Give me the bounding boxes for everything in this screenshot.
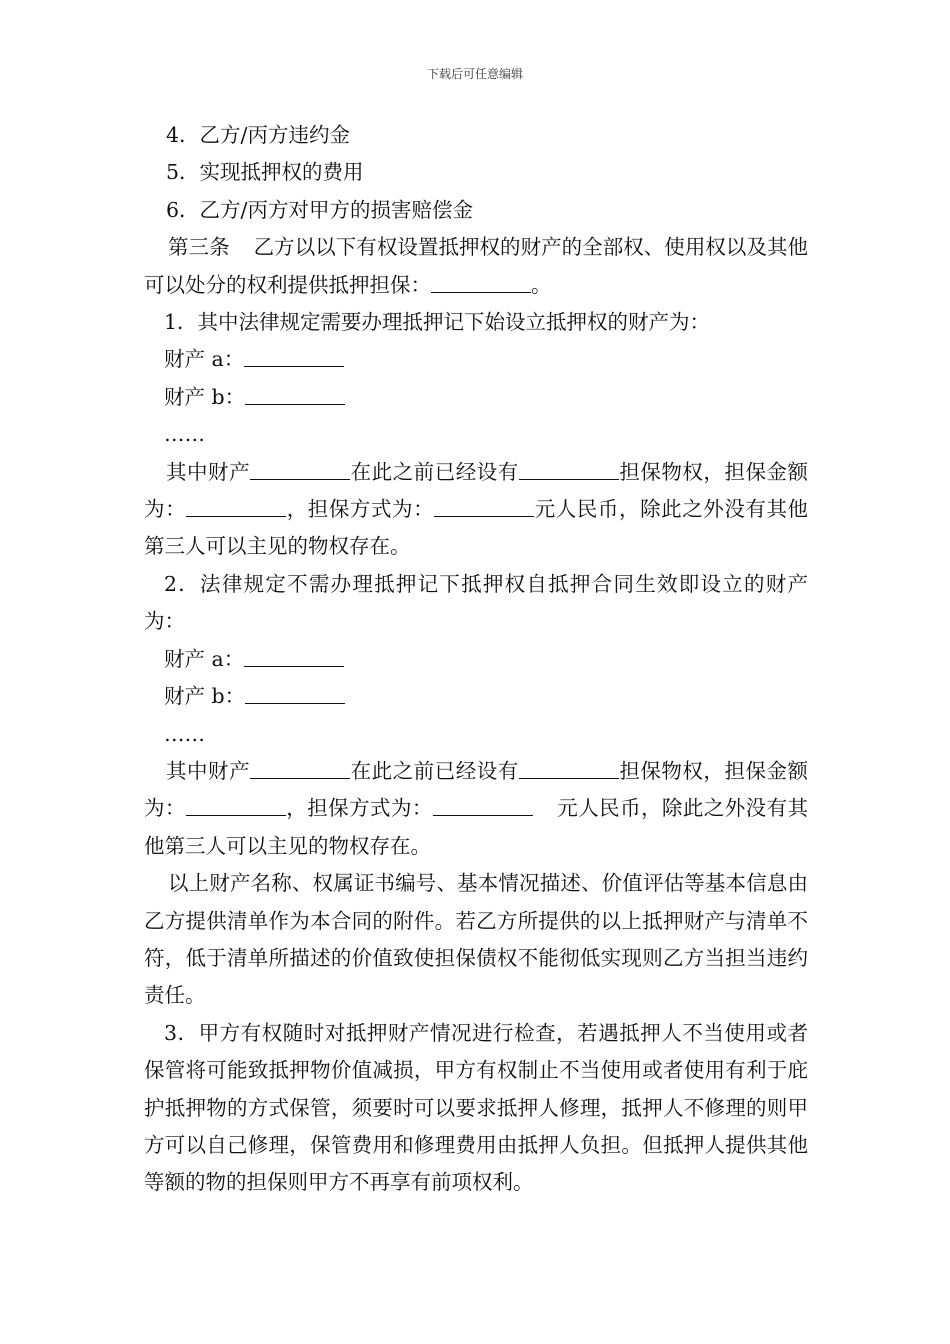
blank-field[interactable] (186, 496, 286, 518)
blank-field[interactable] (244, 645, 344, 667)
document-body (144, 117, 808, 1202)
section-3-paragraph: 3．甲方有权随时对抵押财产情况进行检查，若遇抵押人不当使用或者保管将可能致抵押物价值减损，甲方有权制止不当使用或者使用有利于庇护抵押物的方式保管，须要时可以要求抵押人修理，抵押人不修理的则甲方可以自己修理，保管费用和修理费用由抵押人负担。但抵押人提供其他等额的物的担保则甲方不再享有前项权利。 (144, 1020, 808, 1195)
text-run: 担保物权，担保金额为： (144, 459, 809, 522)
text-run: ，担保方式为： (286, 497, 435, 522)
section-2-paragraph (144, 753, 808, 865)
article-3-title: 第三条 (168, 235, 230, 260)
section-1-paragraph (144, 454, 808, 566)
blank-field[interactable] (519, 458, 619, 480)
article-3-end: 。 (531, 272, 552, 297)
text-run: 在此之前已经设有 (350, 459, 519, 484)
blank-field[interactable] (250, 757, 350, 779)
text-run: 元人民币，除此之外没有其他第三人可以主见的物权存在。 (144, 796, 809, 858)
list-item-5: 5．实现抵押权的费用 (166, 160, 364, 185)
blank-field[interactable] (245, 383, 345, 405)
page-header: 下载后可任意编辑 (426, 67, 523, 81)
section-1-property-a (144, 341, 808, 378)
blank-field[interactable] (434, 496, 534, 518)
text-run: ，担保方式为： (285, 796, 433, 821)
article-3-paragraph (144, 229, 808, 304)
section-2-ellipsis: …… (164, 721, 205, 746)
blank-field[interactable] (244, 346, 344, 368)
section-1-property-b (144, 379, 808, 416)
property-b-label: 财产 b： (164, 384, 246, 409)
text-run: 担保物权，担保金额为： (144, 758, 809, 821)
blank-field[interactable] (433, 795, 533, 817)
list-item-4: 4．乙方/丙方违约金 (166, 123, 350, 147)
blank-field[interactable] (431, 271, 531, 293)
blank-field[interactable] (245, 683, 345, 705)
section-2-heading: 2．法律规定不需办理抵押记下抵押权自抵押合同生效即设立的财产为： (144, 571, 808, 634)
text-run: 其中财产 (166, 758, 251, 783)
text-run: 其中财产 (166, 459, 251, 484)
text-run: 元人民币，除此之外没有其他第三人可以主见的物权存在。 (144, 497, 809, 559)
blank-field[interactable] (186, 795, 286, 817)
list-item-6: 6．乙方/丙方对甲方的损害赔偿金 (166, 197, 473, 222)
property-b-label: 财产 b： (164, 684, 246, 709)
property-a-label: 财产 a： (164, 347, 245, 372)
section-2-property-b (144, 678, 808, 715)
section-2-property-a (144, 641, 808, 678)
text-run: 在此之前已经设有 (350, 758, 519, 783)
article-3-text: 乙方以以下有权设置抵押权的财产的全部权、使用权以及其他可以处分的权利提供抵押担保： (144, 235, 809, 297)
attachment-paragraph: 以上财产名称、权属证书编号、基本情况描述、价值评估等基本信息由乙方提供清单作为本合同的附件。若乙方所提供的以上抵押财产与清单不符，低于清单所描述的价值致使担保债权不能彻低实现则乙方当担当违约责任。 (144, 871, 808, 1008)
section-1-ellipsis: …… (164, 422, 205, 447)
blank-field[interactable] (519, 757, 619, 779)
section-1-heading: 1．其中法律规定需要办理抵押记下始设立抵押权的财产为： (164, 310, 711, 335)
property-a-label: 财产 a： (164, 646, 245, 671)
blank-field[interactable] (250, 458, 350, 480)
